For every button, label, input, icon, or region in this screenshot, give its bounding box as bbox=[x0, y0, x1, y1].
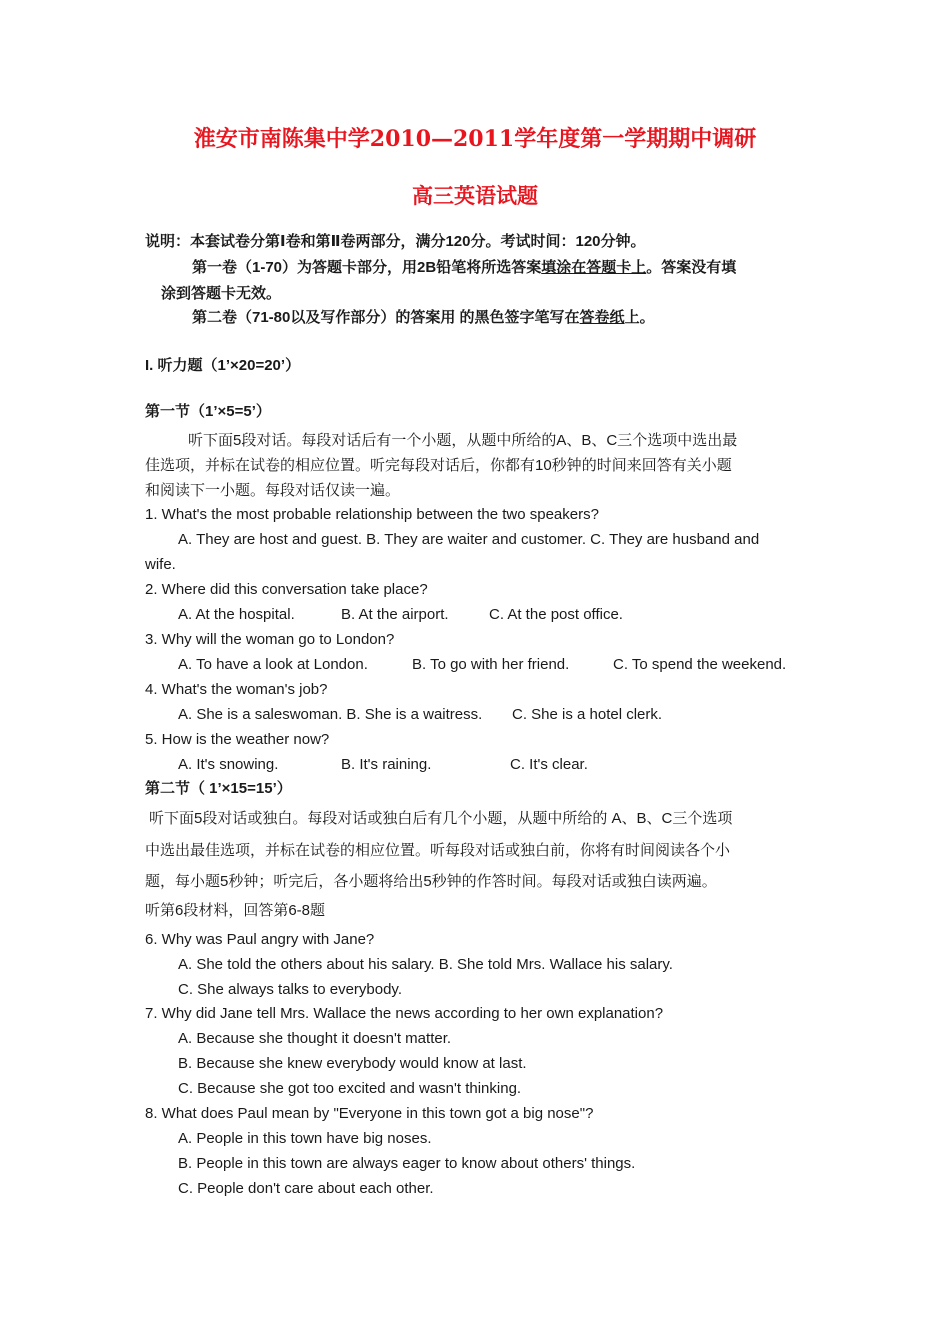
option-a: A. It's snowing. bbox=[178, 756, 279, 773]
instructions-underlined: 答卷纸 bbox=[579, 309, 625, 326]
option-a: A. People in this town have big noses. bbox=[178, 1130, 432, 1147]
part1-heading: 第一节（1’×5=5’） bbox=[145, 403, 271, 420]
instructions-text: 上。 bbox=[624, 309, 655, 326]
question-2: 2. Where did this conversation take place? bbox=[145, 581, 428, 598]
question-1-options-cont: wife. bbox=[145, 556, 176, 573]
part1-intro-line: 佳选项，并标在试卷的相应位置。听完每段对话后，你都有10秒钟的时间来回答有关小题 bbox=[145, 457, 732, 474]
option-c: C. At the post office. bbox=[489, 606, 623, 623]
exam-title: 淮安市南陈集中学2010—2011学年度第一学期期中调研 bbox=[193, 126, 757, 152]
option-b: B. It's raining. bbox=[341, 756, 432, 773]
part1-intro-line: 听下面5段对话。每段对话后有一个小题，从题中所给的A、B、C三个选项中选出最 bbox=[188, 432, 738, 449]
exam-subtitle: 高三英语试题 bbox=[412, 183, 538, 208]
option-c: C. She always talks to everybody. bbox=[178, 981, 402, 998]
option-c: C. It's clear. bbox=[510, 756, 588, 773]
option-b: B. To go with her friend. bbox=[412, 656, 570, 673]
question-7: 7. Why did Jane tell Mrs. Wallace the news according to her own explanation? bbox=[145, 1005, 664, 1022]
question-6: 6. Why was Paul angry with Jane? bbox=[145, 931, 375, 948]
section-heading: I. 听力题（1’×20=20’） bbox=[145, 357, 301, 374]
instructions-line-3: 涂到答题卡无效。 bbox=[161, 285, 282, 302]
option-c: C. Because she got too excited and wasn't thinking. bbox=[178, 1080, 522, 1097]
option-a: A. Because she thought it doesn't matter. bbox=[178, 1030, 452, 1047]
option-b: B. People in this town are always eager to know about others' things. bbox=[178, 1155, 636, 1172]
part2-heading: 第二节（ 1’×15=15’） bbox=[145, 780, 292, 797]
instructions-line-1: 说明：本套试卷分第Ⅰ卷和第Ⅱ卷两部分，满分120分。考试时间：120分钟。 bbox=[145, 233, 646, 250]
listen-instruction: 听第6段材料，回答第6-8题 bbox=[145, 902, 326, 919]
instructions-text: 。答案没有填 bbox=[646, 259, 737, 276]
instructions-text: 第二卷（71-80以及写作部分）的答案用 的黑色签字笔写在 bbox=[192, 309, 580, 326]
instructions-underlined: 填涂在答题卡上 bbox=[541, 259, 647, 276]
question-8: 8. What does Paul mean by "Everyone in this town got a big nose"? bbox=[145, 1105, 594, 1122]
option-ab: A. She is a saleswoman. B. She is a waitress. bbox=[178, 706, 483, 723]
option-c: C. People don't care about each other. bbox=[178, 1180, 434, 1197]
instructions-line-2 bbox=[192, 258, 736, 278]
option-ab: A. She told the others about his salary. B. She told Mrs. Wallace his salary. bbox=[178, 956, 673, 973]
option-b: B. Because she knew everybody would know at last. bbox=[178, 1055, 527, 1072]
question-1-options: A. They are host and guest. B. They are waiter and customer. C. They are husband and bbox=[178, 531, 760, 548]
question-3: 3. Why will the woman go to London? bbox=[145, 631, 395, 648]
question-1: 1. What's the most probable relationship between the two speakers? bbox=[145, 506, 599, 523]
part2-intro-line: 题，每小题5秒钟；听完后，各小题将给出5秒钟的作答时间。每段对话或独白读两遍。 bbox=[145, 873, 717, 890]
part2-intro-line: 中选出最佳选项，并标在试卷的相应位置。听每段对话或独白前，你将有时间阅读各个小 bbox=[145, 842, 731, 859]
instructions-text: 第一卷（1-70）为答题卡部分，用2B铅笔将所选答案 bbox=[192, 259, 542, 276]
option-c: C. To spend the weekend. bbox=[613, 656, 787, 673]
part1-intro-line: 和阅读下一小题。每段对话仅读一遍。 bbox=[145, 482, 401, 499]
question-4: 4. What's the woman's job? bbox=[145, 681, 328, 698]
part2-intro-line: 听下面5段对话或独白。每段对话或独白后有几个小题，从题中所给的 A、B、C三个选项 bbox=[149, 810, 733, 827]
option-a: A. To have a look at London. bbox=[178, 656, 368, 673]
question-5: 5. How is the weather now? bbox=[145, 731, 330, 748]
instructions-line-4 bbox=[192, 308, 655, 328]
option-a: A. At the hospital. bbox=[178, 606, 295, 623]
option-b: B. At the airport. bbox=[341, 606, 449, 623]
option-c: C. She is a hotel clerk. bbox=[512, 706, 663, 723]
